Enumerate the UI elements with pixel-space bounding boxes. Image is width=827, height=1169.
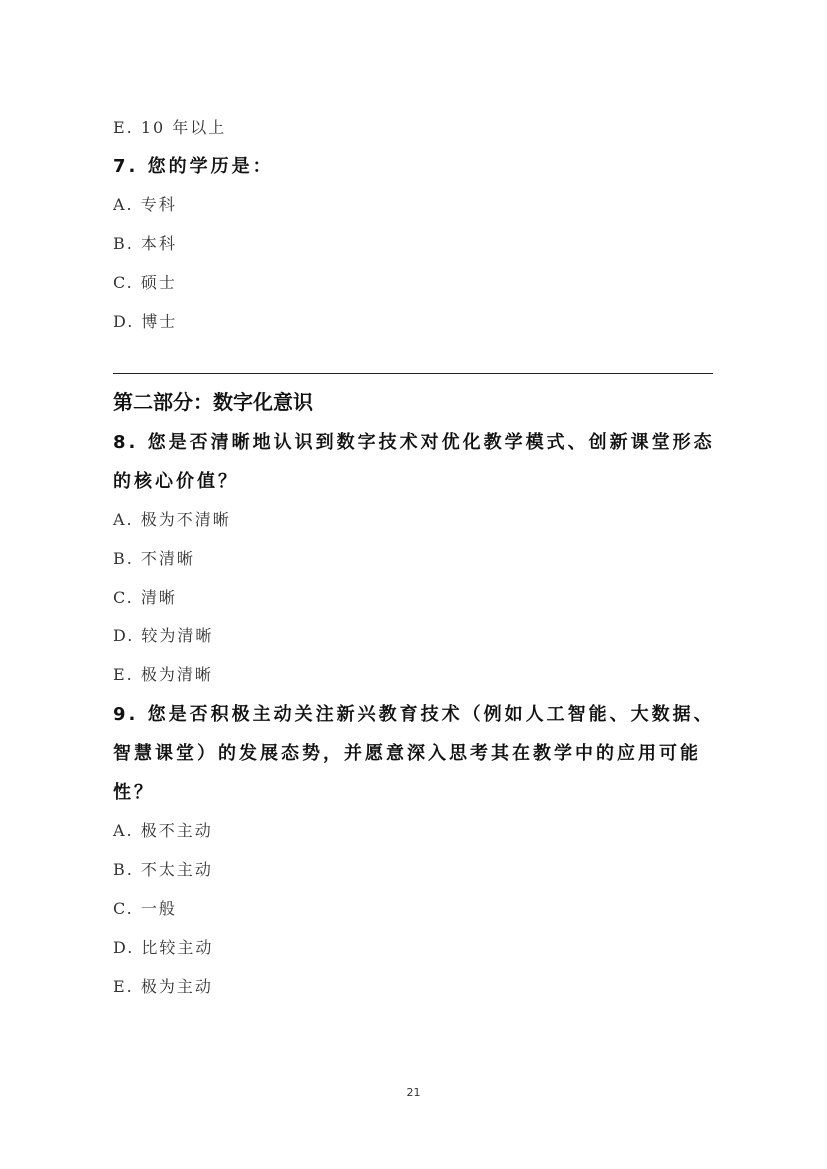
q8-option-c: C. 清晰 — [113, 588, 177, 607]
q7-option-b: B. 本科 — [113, 234, 177, 253]
q9-option-c: C. 一般 — [113, 899, 177, 918]
q9-option-b: B. 不太主动 — [113, 860, 213, 879]
page-number: 21 — [406, 1086, 421, 1099]
q6-option-e: E. 10 年以上 — [113, 118, 227, 137]
q8-option-d: D. 较为清晰 — [113, 626, 214, 645]
section-divider — [113, 373, 713, 374]
q7-option-c: C. 硕士 — [113, 273, 177, 292]
q7-option-d: D. 博士 — [113, 312, 178, 331]
q9-option-e: E. 极为主动 — [113, 977, 213, 996]
q9-title-line1: 9. 您是否积极主动关注新兴教育技术（例如人工智能、大数据、 — [113, 704, 715, 725]
q7-title: 7. 您的学历是： — [113, 156, 274, 177]
section2-title: 第二部分：数字化意识 — [113, 390, 313, 414]
q8-option-a: A. 极为不清晰 — [113, 510, 231, 529]
q9-title-line3: 性？ — [113, 782, 155, 803]
q8-option-e: E. 极为清晰 — [113, 665, 213, 684]
q8-title-line1: 8. 您是否清晰地认识到数字技术对优化教学模式、创新课堂形态 — [113, 432, 715, 453]
q8-option-b: B. 不清晰 — [113, 549, 195, 568]
q9-title-line2: 智慧课堂）的发展态势，并愿意深入思考其在教学中的应用可能 — [113, 743, 701, 764]
q9-option-d: D. 比较主动 — [113, 938, 214, 957]
q9-option-a: A. 极不主动 — [113, 821, 213, 840]
q7-option-a: A. 专科 — [113, 195, 177, 214]
q8-title-line2: 的核心价值？ — [113, 471, 239, 492]
